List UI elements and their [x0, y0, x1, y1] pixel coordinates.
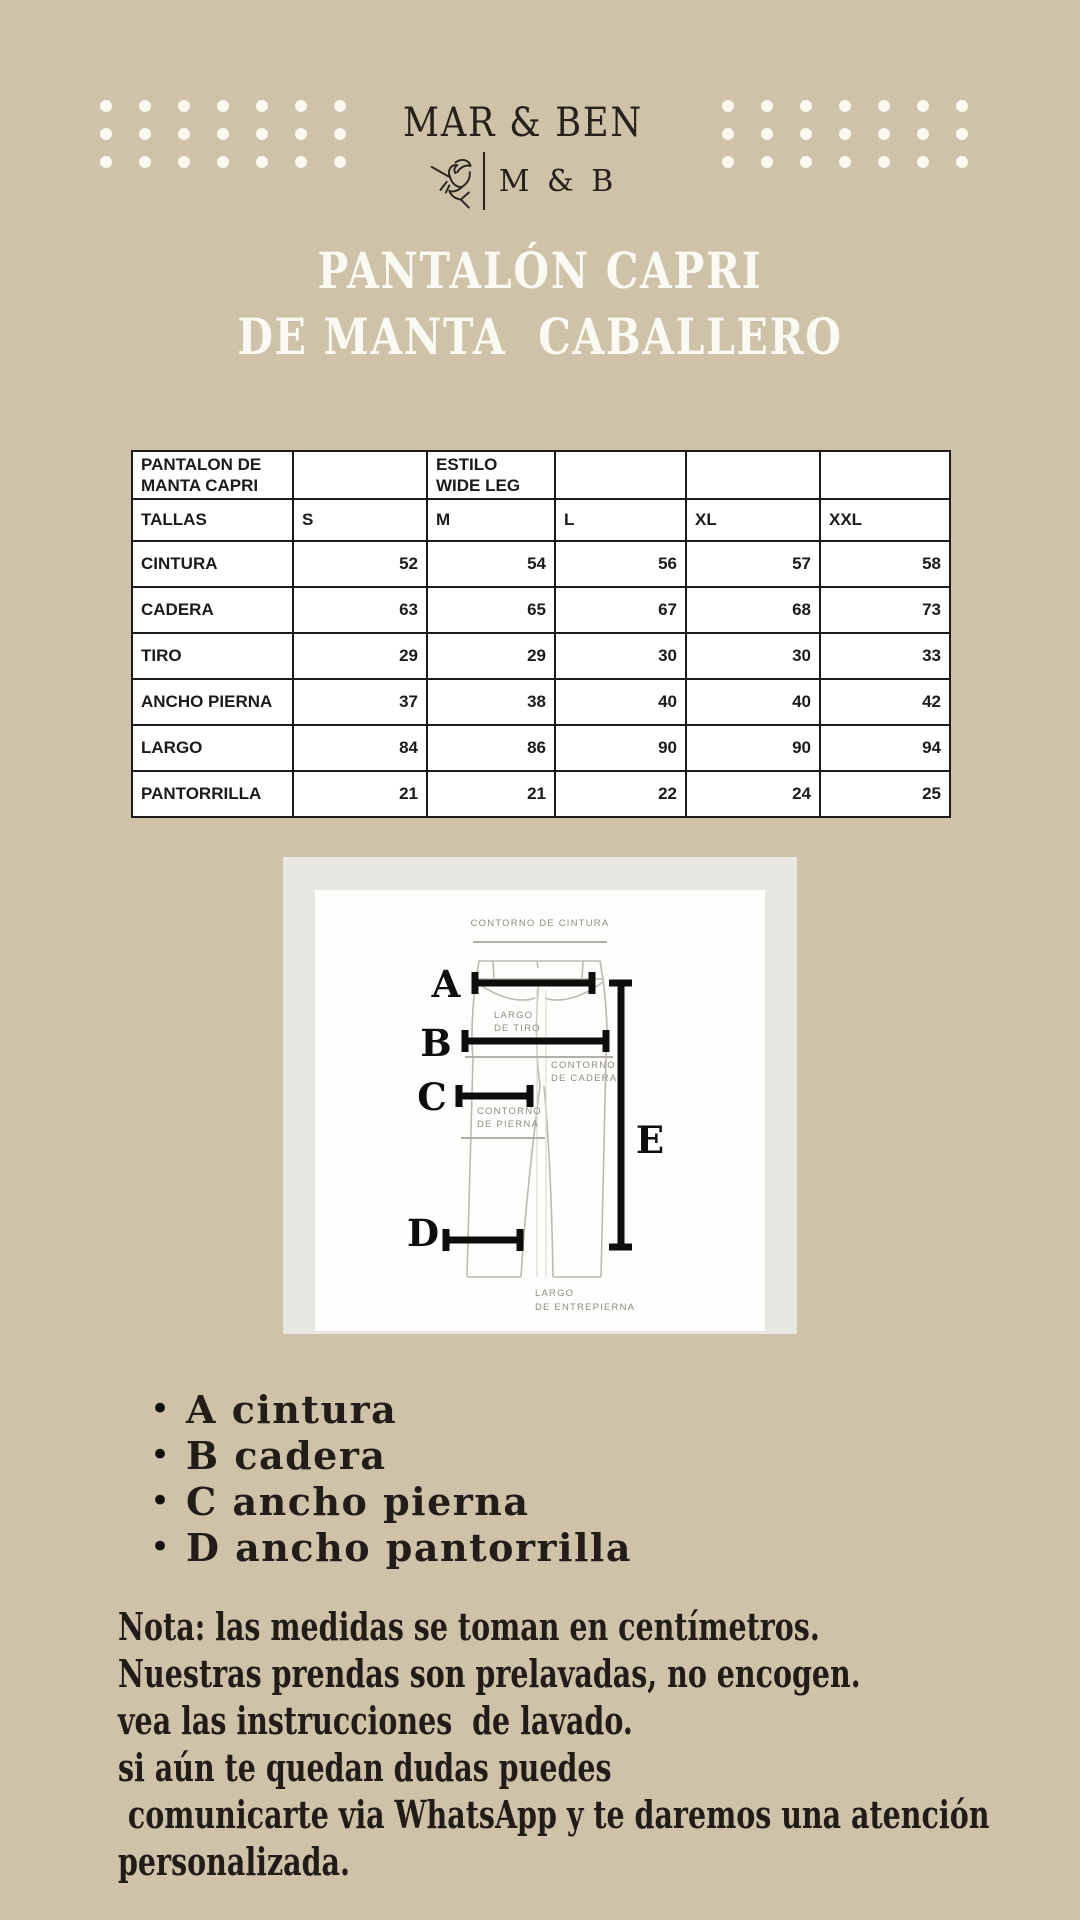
table-row — [132, 541, 950, 587]
measurement-legend — [150, 1386, 632, 1570]
table-cell: 90 — [555, 725, 686, 771]
label-contorno-pierna: CONTORNO — [477, 1106, 542, 1117]
label-contorno-cadera: CONTORNO — [551, 1060, 616, 1071]
table-cell: 63 — [293, 587, 427, 633]
brand-name: MAR & BEN — [403, 100, 643, 146]
table-row — [132, 771, 950, 817]
label-contorno-pierna: DE PIERNA — [477, 1119, 540, 1130]
table-cell: 29 — [293, 633, 427, 679]
row-label: PANTORRILLA — [132, 771, 293, 817]
logo-monogram-row — [0, 150, 1080, 212]
table-cell: 84 — [293, 725, 427, 771]
table-cell: 73 — [820, 587, 950, 633]
label-contorno-cadera: DE CADERA — [551, 1073, 618, 1084]
row-label: CINTURA — [132, 541, 293, 587]
table-cell: 25 — [820, 771, 950, 817]
table-cell: 86 — [427, 725, 555, 771]
note-line: Nota: las medidas se toman en centímetros. — [118, 1604, 820, 1649]
table-cell: 30 — [555, 633, 686, 679]
table-row — [132, 679, 950, 725]
marlin-icon — [429, 152, 475, 210]
row-label: CADERA — [132, 587, 293, 633]
table-cell: S — [293, 499, 427, 541]
row-label: TIRO — [132, 633, 293, 679]
note-line: Nuestras prendas son prelavadas, no encogen. — [118, 1651, 861, 1696]
logo-divider — [483, 152, 485, 210]
legend-item — [150, 1386, 632, 1432]
legend-item-label: D ancho pantorrilla — [186, 1524, 632, 1570]
note-line: comunicarte via WhatsApp y te daremos una atención — [118, 1792, 990, 1837]
table-cell: 29 — [427, 633, 555, 679]
pants-sketch — [315, 890, 765, 1331]
table-cell: 94 — [820, 725, 950, 771]
table-cell: 40 — [555, 679, 686, 725]
table-cell: 67 — [555, 587, 686, 633]
table-cell: 57 — [686, 541, 820, 587]
label-largo-entrepierna: LARGO — [535, 1288, 575, 1299]
table-cell: 56 — [555, 541, 686, 587]
table-cell: M — [427, 499, 555, 541]
marker-a: A — [431, 962, 461, 1006]
table-cell: ESTILO WIDE LEG — [427, 451, 555, 499]
table-cell: 33 — [820, 633, 950, 679]
note-text — [118, 1603, 1080, 1885]
table-cell: 21 — [293, 771, 427, 817]
marker-e: E — [635, 1118, 665, 1162]
brand-monogram: M & B — [498, 163, 618, 199]
row-label: ANCHO PIERNA — [132, 679, 293, 725]
brand-logo — [0, 100, 1080, 212]
title-line-2: DE MANTA CABALLERO — [237, 307, 843, 366]
table-cell: 68 — [686, 587, 820, 633]
bullet-icon: • — [150, 1435, 171, 1475]
note-line: vea las instrucciones de lavado. — [118, 1698, 633, 1743]
bullet-icon: • — [150, 1527, 171, 1567]
table-cell: 22 — [555, 771, 686, 817]
table-cell: 58 — [820, 541, 950, 587]
marker-d: D — [406, 1211, 440, 1255]
marker-b: B — [420, 1021, 452, 1065]
note-line: si aún te quedan dudas puedes — [118, 1745, 612, 1790]
table-cell: 90 — [686, 725, 820, 771]
table-cell: 38 — [427, 679, 555, 725]
table-cell — [686, 451, 820, 499]
note-line: personalizada. — [118, 1839, 350, 1884]
table-cell: L — [555, 499, 686, 541]
table-cell: 52 — [293, 541, 427, 587]
legend-item-label: C ancho pierna — [186, 1478, 530, 1524]
legend-item — [150, 1524, 632, 1570]
table-cell — [820, 451, 950, 499]
table-cell: 65 — [427, 587, 555, 633]
table-cell — [293, 451, 427, 499]
table-row — [132, 587, 950, 633]
table-cell: 40 — [686, 679, 820, 725]
product-title — [0, 238, 1080, 370]
table-cell: 30 — [686, 633, 820, 679]
legend-item — [150, 1432, 632, 1478]
bullet-icon: • — [150, 1389, 171, 1429]
bullet-icon: • — [150, 1481, 171, 1521]
label-largo-tiro: LARGO — [494, 1010, 534, 1021]
table-cell: 21 — [427, 771, 555, 817]
table-cell: PANTALON DE MANTA CAPRI — [132, 451, 293, 499]
table-cell: XXL — [820, 499, 950, 541]
table-cell: 37 — [293, 679, 427, 725]
table-cell: 54 — [427, 541, 555, 587]
legend-item-label: A cintura — [186, 1386, 398, 1432]
label-largo-entrepierna: DE ENTREPIERNA — [535, 1302, 636, 1313]
table-row — [132, 633, 950, 679]
row-label: LARGO — [132, 725, 293, 771]
label-largo-tiro: DE TIRO — [494, 1023, 541, 1034]
table-cell: TALLAS — [132, 499, 293, 541]
table-cell: 24 — [686, 771, 820, 817]
table-row — [132, 451, 950, 499]
table-row — [132, 725, 950, 771]
marker-c: C — [417, 1075, 447, 1119]
table-cell — [555, 451, 686, 499]
title-line-1: PANTALÓN CAPRI — [317, 241, 763, 300]
legend-item-label: B cadera — [186, 1432, 387, 1478]
table-cell: XL — [686, 499, 820, 541]
table-row — [132, 499, 950, 541]
legend-item — [150, 1478, 632, 1524]
measurement-diagram — [283, 857, 797, 1334]
size-table — [131, 450, 951, 818]
table-cell: 42 — [820, 679, 950, 725]
label-contorno-cintura: CONTORNO DE CINTURA — [470, 918, 610, 929]
